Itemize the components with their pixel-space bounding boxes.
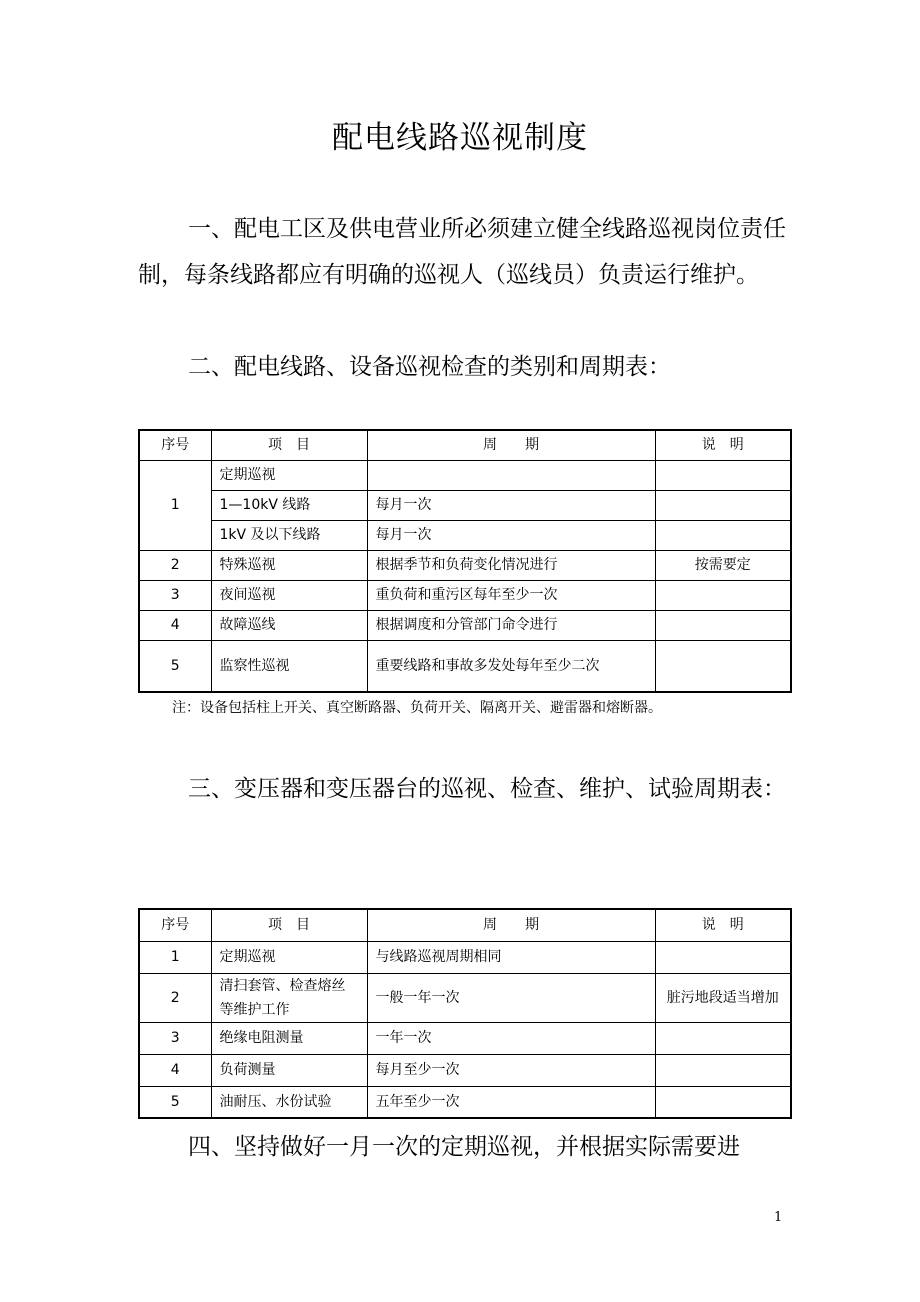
row-number-cell: 5 — [139, 1086, 211, 1118]
note-cell — [655, 1086, 791, 1118]
item-cell: 监察性巡视 — [211, 640, 367, 692]
row-number-cell: 3 — [139, 580, 211, 610]
page-number: 1 — [774, 1210, 783, 1225]
table-header-row — [139, 430, 791, 460]
table-row — [139, 1022, 791, 1054]
item-cell: 绝缘电阻测量 — [211, 1022, 367, 1054]
item-cell: 油耐压、水份试验 — [211, 1086, 367, 1118]
header-cell: 序号 — [139, 430, 211, 460]
item-cell: 定期巡视 — [211, 460, 367, 490]
table-header-row — [139, 909, 791, 941]
note-cell — [655, 520, 791, 550]
table-row — [139, 941, 791, 973]
cycle-cell — [367, 460, 655, 490]
equipment-note: 注：设备包括柱上开关、真空断路器、负荷开关、隔离开关、避雷器和熔断器。 — [172, 700, 662, 716]
paragraph-4: 四、坚持做好一月一次的定期巡视，并根据实际需要进 — [188, 1134, 740, 1160]
item-cell: 清扫套管、检查熔丝等维护工作 — [211, 973, 367, 1022]
cycle-cell: 每月至少一次 — [367, 1054, 655, 1086]
cycle-cell: 一般一年一次 — [367, 973, 655, 1022]
item-cell: 定期巡视 — [211, 941, 367, 973]
transformer-cycle-table — [138, 908, 792, 1119]
table-row — [139, 973, 791, 1022]
table-row — [139, 640, 791, 692]
row-number-cell: 1 — [139, 460, 211, 550]
cycle-cell: 根据调度和分管部门命令进行 — [367, 610, 655, 640]
cycle-cell: 五年至少一次 — [367, 1086, 655, 1118]
row-number-cell: 4 — [139, 610, 211, 640]
cycle-cell: 根据季节和负荷变化情况进行 — [367, 550, 655, 580]
cycle-cell: 每月一次 — [367, 520, 655, 550]
note-cell — [655, 1022, 791, 1054]
row-number-cell: 5 — [139, 640, 211, 692]
document-title: 配电线路巡视制度 — [332, 120, 588, 156]
note-cell: 按需要定 — [655, 550, 791, 580]
header-cell: 周 期 — [367, 909, 655, 941]
header-cell: 说 明 — [655, 909, 791, 941]
note-cell — [655, 610, 791, 640]
table-row — [139, 1086, 791, 1118]
row-number-cell: 1 — [139, 941, 211, 973]
paragraph-3: 三、变压器和变压器台的巡视、检查、维护、试验周期表： — [188, 776, 786, 802]
note-cell: 脏污地段适当增加 — [655, 973, 791, 1022]
row-number-cell: 3 — [139, 1022, 211, 1054]
paragraph-1: 一、配电工区及供电营业所必须建立健全线路巡视岗位责任制，每条线路都应有明确的巡视人（巡线员）负责运行维护。 — [138, 216, 786, 288]
table-row — [139, 550, 791, 580]
note-cell — [655, 640, 791, 692]
table-row — [139, 1054, 791, 1086]
item-cell: 负荷测量 — [211, 1054, 367, 1086]
table-row — [139, 580, 791, 610]
item-cell: 1kV 及以下线路 — [211, 520, 367, 550]
cycle-cell: 一年一次 — [367, 1022, 655, 1054]
header-cell: 项 目 — [211, 430, 367, 460]
cycle-cell: 与线路巡视周期相同 — [367, 941, 655, 973]
header-cell: 说 明 — [655, 430, 791, 460]
item-cell: 夜间巡视 — [211, 580, 367, 610]
note-cell — [655, 941, 791, 973]
table-row — [139, 610, 791, 640]
cycle-cell: 重负荷和重污区每年至少一次 — [367, 580, 655, 610]
note-cell — [655, 490, 791, 520]
header-cell: 项 目 — [211, 909, 367, 941]
note-cell — [655, 580, 791, 610]
header-cell: 序号 — [139, 909, 211, 941]
inspection-cycle-table — [138, 429, 792, 693]
item-cell: 特殊巡视 — [211, 550, 367, 580]
row-number-cell: 4 — [139, 1054, 211, 1086]
table-row — [139, 460, 791, 490]
note-cell — [655, 460, 791, 490]
paragraph-2: 二、配电线路、设备巡视检查的类别和周期表： — [188, 354, 671, 380]
cycle-cell: 重要线路和事故多发处每年至少二次 — [367, 640, 655, 692]
row-number-cell: 2 — [139, 973, 211, 1022]
row-number-cell: 2 — [139, 550, 211, 580]
header-cell: 周 期 — [367, 430, 655, 460]
note-cell — [655, 1054, 791, 1086]
item-cell: 1—10kV 线路 — [211, 490, 367, 520]
table-row — [139, 490, 791, 520]
table-row — [139, 520, 791, 550]
item-cell: 故障巡线 — [211, 610, 367, 640]
cycle-cell: 每月一次 — [367, 490, 655, 520]
